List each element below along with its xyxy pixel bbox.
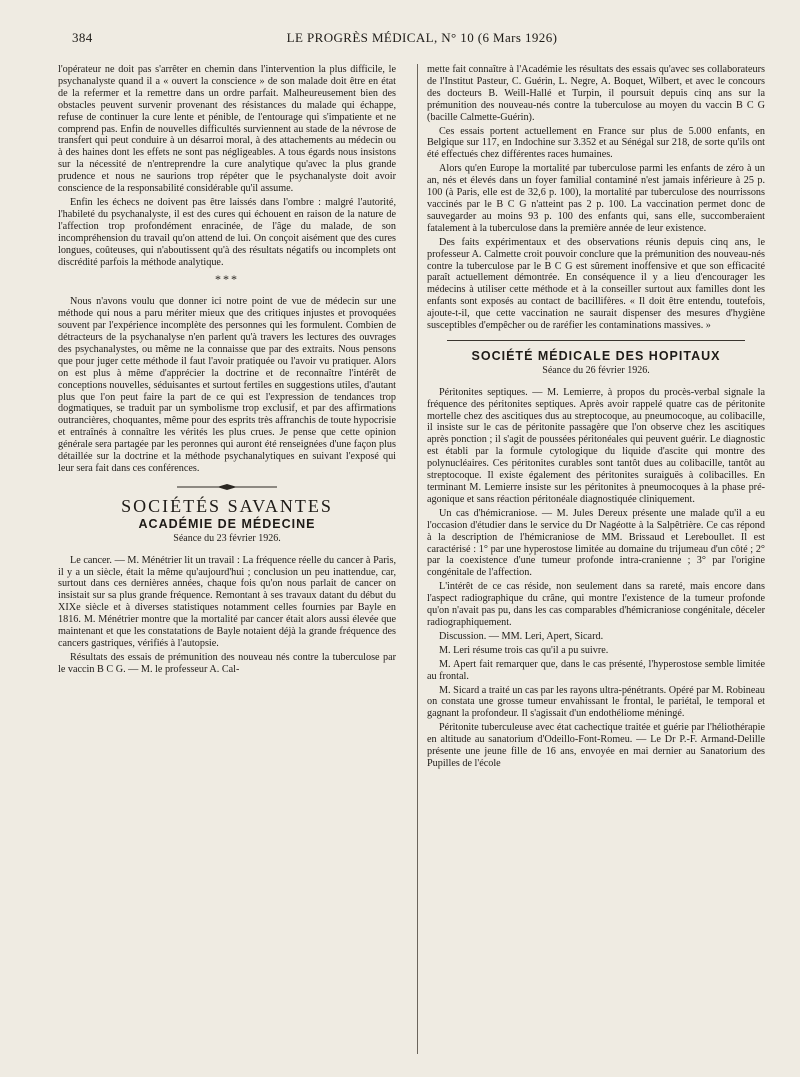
left-column bbox=[58, 64, 396, 678]
hopitaux-title: SOCIÉTÉ MÉDICALE DES HOPITAUX bbox=[471, 348, 721, 363]
asterism: *** bbox=[215, 272, 239, 287]
paragraph: Alors qu'en Europe la mortalité par tuberculose parmi les enfants de zéro à un an, nés et élevés dans un foyer familial contaminé n'est jamais inférieure à 25 p. 100 (à Paris, elle est de 32,6 p. 100), la mortalité par tuberculose des nourrissons vaccinés par le B C G n'atteint pas 2 p. 100. La vaccination permet donc de sauvegarder au moins 93 p. 100 des enfants qui, sans elle, succomberaient fatalement à la tuberculose dans la première année de leur existence. bbox=[427, 163, 765, 234]
right-column bbox=[427, 64, 765, 772]
paragraph: Nous n'avons voulu que donner ici notre point de vue de médecin sur une méthode qui nous a paru mériter mieux que des critiques injustes et provoquées souvent par l'expérience incomplète des personnes qui les formulent. Combien de détracteurs de la psychanalyse n'en parlent qu'à travers les lectures des ouvrages des psychanalystes, ou même ne la connaisse que par des extraits. Nous pensons que pour juger cette méthode il faut l'avoir pratiquée ou l'avoir vu pratiquer. Alors on est plus à même d'apprécier la doctrine et de reconnaître l'intérêt de conceptions nouvelles, séduisantes et surtout fertiles en suggestions utiles, d'autant plus que l'on peut faire la part de ce qui est l'expression de tendances trop dogmatiques, se traduit par un symbolisme trop exclusif, et par des affirmations outrancières, choquantes, même pour des esprits très affranchis de toute hypocrisie et entraînés à connaître les vérités les plus crues. Je pense que cette opinion générale sera partagée par les peronnes qui auront été renseignées d'une façon plus détaillée sur la doctrine et la méthode psychanalytiques en suivant l'exposé qui leur sera fait dans ces conférences. bbox=[58, 296, 396, 474]
paragraph: Des faits expérimentaux et des observations réunis depuis cinq ans, le professeur A. Calmette croit pouvoir conclure que la prémunition des nouveau-nés contre la tuberculose par le B C G est sûrement inoffensive et que son efficacité paraît actuellement démontrée. En conséquence il y a lieu d'encourager les médecins à utiliser cette méthode et à la conseiller surtout aux familles dont les enfants sont exposés au contact de bacillifères. « Il doit être entendu, toutefois, ajoute-t-il, que cette vaccination ne saurait dispenser des mesures d'hygiène susceptibles d'empêcher ou de raréfier les contaminations massives. » bbox=[427, 236, 765, 332]
paragraph: l'opérateur ne doit pas s'arrêter en chemin dans l'intervention la plus difficile, le psychanalyste quand il a « ouvert la conscience » de son malade doit être en état de la refermer et la remettre dans un ordre parfait. Malheureusement bien des obstacles peuvent survenir provenant des résistances du malade qui échappe, refuse de continuer la cure lente et pénible, de l'entourage qui s'impatiente et ne comprend pas. Enfin de nouvelles difficultés surviennent au stade de la névrose de transfert qui peut conduire à un désarroi moral, à des attachements au médecin ou à des haines dont les effets ne sont pas négligeables. A tous égards nous insistons sur la nécessité de n'entreprendre la cure analytique qu'avec la plus grande prudence et nous ne saurions trop répéter que le psychanalyste doit avoir conscience de la responsabilité considérable qu'il assume. bbox=[58, 64, 396, 195]
running-title: LE PROGRÈS MÉDICAL, N° 10 (6 Mars 1926) bbox=[286, 30, 558, 45]
page-number: 384 bbox=[72, 30, 93, 45]
paragraph: Un cas d'hémicraniose. — M. Jules Dereux présente une malade qu'il a eu l'occasion d'étudier dans le service du Dr Nagéotte à la Salpêtrière. Ce cas répond à la description de l'hémicraniose de MM. Brissaud et Lereboullet. Il est caractérisé : 1° par une hyperostose limitée au domaine du trijumeau d'un côté ; 2° par la coexistence d'une tumeur profonde intra-cranienne ; 3° par l'origine congénitale de l'affection. bbox=[427, 507, 765, 579]
paragraph: M. Sicard a traité un cas par les rayons ultra-pénétrants. Opéré par M. Robineau on constata une grosse tumeur envahissant le frontal, le pariétal, le temporal et gagnant la profondeur. Il s'agissait d'un endothéliome méningé. bbox=[427, 684, 765, 720]
paragraph: Péritonites septiques. — M. Lemierre, à propos du procès-verbal signale la fréquence des péritonites septiques. Après avoir rappelé quatre cas de péritonite mortelle chez des ascitiques dus au streptocoque, au pneumocoque, au colibacille, il insiste sur le cas de péritonite passagère que l'on observe chez les ascitiques après ponction ; il s'agit de poussées péritonéales qui peuvent guérir. Le diagnostic est établi par la formule cytologique du liquide d'ascite qui montre des polynucléaires. Ces péritonites curables sont tantôt dues au colibacille, tantôt au streptocoque. Il existe également des péritonites suraiguës à colibacilles. En terminant M. Lemierre insiste sur les péritonites à pneumocoques à la phase pré-agonique et sans réaction péritonéale diagnostiquée cliniquement. bbox=[427, 386, 765, 505]
paragraph: L'intérêt de ce cas réside, non seulement dans sa rareté, mais encore dans l'aspect radiographique du crâne, qui montre l'existence de la tumeur profonde qu'on n'avait pas pu, dans les cas comparables d'hémicraniose congénitale, déceler radiographiquement. bbox=[427, 581, 765, 628]
paragraph-bcg-start: Résultats des essais de prémunition des nouveau nés contre la tuberculose par le vaccin B C G. — M. le professeur A. Cal- bbox=[58, 651, 396, 675]
paragraph: mette fait connaître à l'Académie les résultats des essais qu'avec ses collaborateurs de l'Institut Pasteur, C. Guérin, L. Negre, A. Boquet, Wilbert, et avec le concours des docteurs B. Weill-Hallé et Turpin, il poursuit depuis cinq ans sur la prémunition des nouveau-nés contre la tuberculose au moyen du vaccin B C G (bacille Calmette-Guérin). bbox=[427, 64, 765, 123]
paragraph-cancer: Le cancer. — M. Ménétrier lit un travail : La fréquence réelle du cancer à Paris, il y a un siècle, était la même qu'aujourd'hui ; conclusion un peu inattendue, car, surtout dans ces dernières années, chaque fois qu'on nous parlait de cancer on insistait sur sa plus grande fréquence. Remontant à ses travaux datant du début du XIXe siècle et à diverses statistiques notamment celles fournies par Bayle en 1816. M. Ménétrier montre que la mortalité par cancer était alors aussi élevée que maintenant et que les constatations de Bayle notaient déjà la grande fréquence des cancers gastriques, vérifiés à l'autopsie. bbox=[58, 554, 396, 649]
paragraph: M. Leri résume trois cas qu'il a pu suivre. bbox=[439, 644, 609, 656]
paragraph: M. Apert fait remarquer que, dans le cas présenté, l'hyperostose semble limitée au frontal. bbox=[427, 658, 765, 682]
paragraph: Discussion. — MM. Leri, Apert, Sicard. bbox=[439, 630, 604, 642]
session-date: Séance du 26 février 1926. bbox=[542, 364, 650, 376]
paragraph: Enfin les échecs ne doivent pas être laissés dans l'ombre : malgré l'autorité, l'habileté du psychanalyste, il est des cures qui échouent en raison de la nature de l'affection trop profondément enracinée, de l'âge du malade, de son incompréhension du travail qu'on attend de lui. On conçoit aisément que des cures longues, coûteuses, qui n'aboutissent qu'à des résultats négatifs ou incomplets ont discrédité parfois la méthode analytique. bbox=[58, 196, 396, 268]
paragraph: Ces essais portent actuellement en France sur plus de 5.000 enfants, en Belgique sur 117, en Indochine sur 3.352 et au Sénégal sur 218, de sorte qu'ils ont été effectués chez différentes races humaines. bbox=[427, 125, 765, 161]
academy-title: ACADÉMIE DE MÉDECINE bbox=[138, 516, 316, 531]
column-divider bbox=[417, 64, 418, 1054]
section-title: SOCIÉTÉS SAVANTES bbox=[121, 495, 333, 516]
page-header bbox=[72, 30, 772, 50]
ornament-divider-icon bbox=[177, 483, 277, 491]
section-rule bbox=[447, 340, 745, 341]
session-date: Séance du 23 février 1926. bbox=[173, 532, 281, 544]
paragraph: Péritonite tuberculeuse avec état cachectique traitée et guérie par l'héliothérapie en altitude au sanatorium d'Odeillo-Font-Romeu. — Le Dr P.-F. Armand-Delille présente une jeune fille de 16 ans, envoyée en mai dernier au Sanatorium des Pupilles de l'école bbox=[427, 722, 765, 769]
